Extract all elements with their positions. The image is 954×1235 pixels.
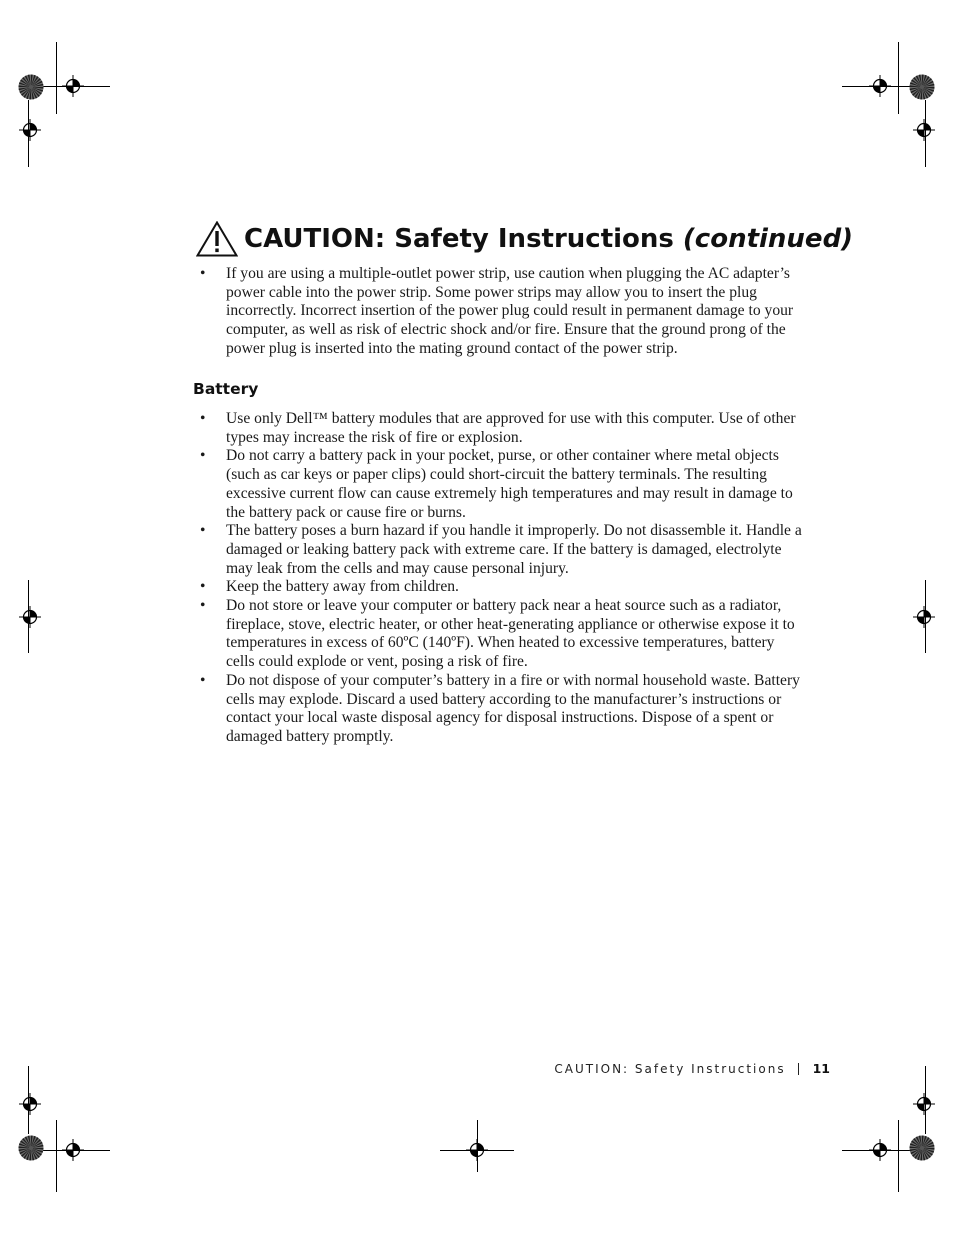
registration-mark-icon [913,119,935,141]
list-item [200,672,805,747]
bullet: • [200,671,206,689]
list-item-text: Keep the battery away from children. [226,578,459,596]
list-item-text: Do not store or leave your computer or battery pack near a heat source such as a radiator, fireplace, stove, electric heater, or other heat-generating appliance or otherwise expose it to temperatures in excess of 60ºC (140ºF). When heated to excessive temperatures, battery cells could explode or vent, posing a risk of fire. [226,597,795,671]
list-item [200,410,805,447]
battery-list [200,410,805,747]
registration-mark-icon [62,1139,84,1161]
list-item [200,447,805,522]
crop-line [898,42,899,114]
bullet: • [200,265,206,282]
list-item [200,597,805,672]
page-footer [554,1061,830,1076]
section-heading-battery: Battery [193,380,259,398]
registration-mark-icon [869,1139,891,1161]
list-item-text: Do not dispose of your computer’s battery in a fire or with normal household waste. Battery cells may explode. Discard a used battery according to the manufacturer’s instructions or contact your local waste disposal agency for disposal instructions. Dispose of a spent or damaged battery promptly. [226,671,800,745]
registration-mark-icon [913,1093,935,1115]
warning-triangle-icon [196,221,238,257]
color-rosette-icon [909,1135,935,1161]
list-item [200,522,805,578]
crop-line [56,1120,57,1192]
registration-mark-icon [19,606,41,628]
page-title [196,219,854,259]
bullet: • [200,578,206,596]
color-rosette-icon [909,74,935,100]
registration-mark-icon [62,75,84,97]
list-item [200,265,805,359]
title-text: CAUTION: Safety Instructions [244,224,674,254]
crop-line [898,1120,899,1192]
color-rosette-icon [18,74,44,100]
color-rosette-icon [18,1135,44,1161]
bullet: • [200,447,206,465]
intro-list [200,265,805,359]
bullet: • [200,522,206,540]
bullet: • [200,597,206,615]
registration-mark-icon [869,75,891,97]
registration-mark-icon [19,119,41,141]
list-item-text: The battery poses a burn hazard if you handle it improperly. Do not disassemble it. Handle a damaged or leaking battery pack with extreme care. If the battery is damaged, electrolyte may leak from the cells and may cause personal injury. [226,522,802,577]
page-number: 11 [812,1061,830,1076]
registration-mark-icon [466,1139,488,1161]
registration-mark-icon [913,606,935,628]
list-item-text: Use only Dell™ battery modules that are approved for use with this computer. Use of other types may increase the risk of fire or explosion. [226,410,796,446]
crop-line [56,42,57,114]
title-continued: (continued) [682,224,854,254]
footer-divider [798,1063,799,1075]
footer-label: CAUTION: Safety Instructions [554,1061,786,1076]
registration-mark-icon [19,1093,41,1115]
list-item [200,578,805,597]
list-item-text: Do not carry a battery pack in your pocket, purse, or other container where metal objects (such as car keys or paper clips) could short-circuit the battery terminals. The resulting excessive current flow can cause extremely high temperatures and may result in damage to the battery pack or cause fire or burns. [226,447,793,521]
bullet: • [200,410,206,427]
list-item-text: If you are using a multiple-outlet power strip, use caution when plugging the AC adapter’s power cable into the power strip. Some power strips may allow you to insert the plug incorrectly. Incorrect insertion of the power plug could result in permanent damage to your computer, as well as risk of electric shock and/or fire. Ensure that the ground prong of the power plug is inserted into the mating ground contact of the power strip. [226,265,794,357]
